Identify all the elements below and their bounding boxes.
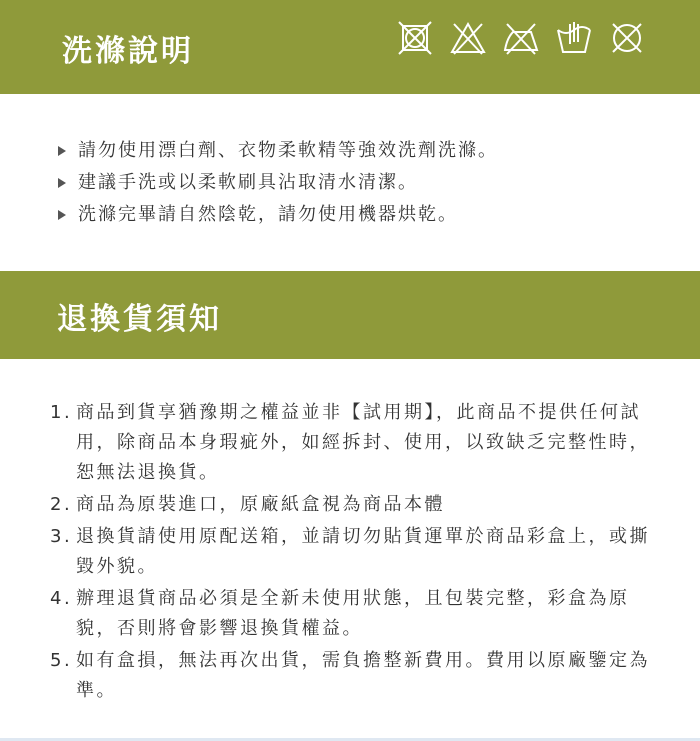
no-machine-wash-icon [448, 18, 488, 58]
rule-item: 1. 商品到貨享猶豫期之權益並非【試用期】，此商品不提供任何試用，除商品本身瑕疵外，如經拆封、使用，以致缺乏完整性時，恕無法退換貨。 [50, 402, 650, 483]
return-section-title: 退換貨須知 [57, 302, 222, 337]
no-dryer-icon [607, 18, 647, 58]
rule-item: 3. 退換貨請使用原配送箱，並請切勿貼貨運單於商品彩盒上，或撕毀外貌。 [50, 526, 650, 577]
rule-item: 5. 如有盒損，無法再次出貨，需負擔整新費用。費用以原廠鑒定為準。 [50, 650, 650, 701]
care-icons [395, 18, 647, 58]
rule-item: 2. 商品為原裝進口，原廠紙盒視為商品本體 [50, 494, 445, 515]
wash-instructions [58, 135, 498, 231]
wash-item: 請勿使用漂白劑、衣物柔軟精等強效洗劑洗滌。 [58, 135, 498, 167]
return-rules [50, 398, 660, 708]
no-bleach-icon [395, 18, 435, 58]
rule-item: 4. 辦理退貨商品必須是全新未使用狀態，且包裝完整，彩盒為原貌，否則將會影響退換貨權益。 [50, 588, 630, 639]
no-iron-icon [501, 18, 541, 58]
hand-wash-icon [554, 18, 594, 58]
wash-item: 洗滌完畢請自然陰乾，請勿使用機器烘乾。 [58, 199, 498, 231]
bullet-icon [58, 146, 66, 156]
wash-section-title: 洗滌說明 [62, 34, 194, 69]
wash-item: 建議手洗或以柔軟刷具沾取清水清潔。 [58, 167, 498, 199]
bullet-icon [58, 178, 66, 188]
wash-section-header [0, 0, 700, 94]
bullet-icon [58, 210, 66, 220]
